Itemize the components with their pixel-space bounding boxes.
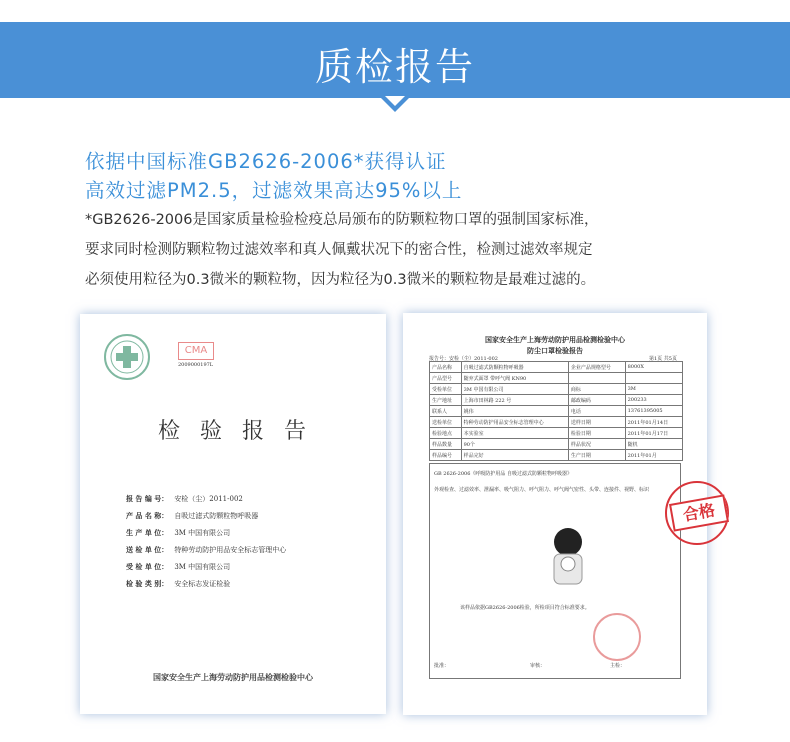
table-cell: 上海市田林路 222 号 (461, 395, 568, 406)
table-cell: 企业产品规格型号 (568, 362, 625, 373)
table-cell: 特种劳动防护用品安全标志管理中心 (461, 417, 568, 428)
report-number: 报告号：安检（尘）2011-002 (429, 356, 498, 362)
cover-field-submitter: 送 检 单 位： 特种劳动防护用品安全标志管理中心 (126, 545, 287, 554)
report-page: 第1页 共5页 (649, 356, 677, 362)
table-cell: 样品完好 (461, 450, 568, 461)
report-cover-document (80, 314, 386, 714)
table-cell: 邮政编码 (568, 395, 625, 406)
table-cell: 随机 (625, 439, 682, 450)
table-cell (625, 373, 682, 384)
title-banner (0, 22, 790, 98)
qualified-stamp (665, 481, 729, 545)
paragraph-line-3: 必须使用粒径为0.3微米的颗粒物，因为粒径为0.3微米的颗粒物是最难过滤的。 (85, 272, 596, 288)
table-row (430, 439, 683, 450)
paragraph-line-2: 要求同时检测防颗粒物过滤效率和真人佩戴状况下的密合性，检测过滤效率规定 (85, 242, 593, 258)
table-cell: 样品状况 (568, 439, 625, 450)
table-cell: 产品型号 (430, 373, 462, 384)
approve-label: 批准： (434, 663, 450, 669)
table-cell: 2011年01月14日 (625, 417, 682, 428)
table-cell: 2011年01月 (625, 450, 682, 461)
tester-label: 主检： (610, 663, 626, 669)
cma-mark: CMA (178, 342, 214, 360)
table-cell: 受检单位 (430, 384, 462, 395)
table-cell: 自吸过滤式防颗粒物呼吸器 (461, 362, 568, 373)
table-cell: 2011年01月17日 (625, 428, 682, 439)
table-row (430, 450, 683, 461)
headline-line-2: 高效过滤PM2.5，过滤效果高达95%以上 (85, 179, 463, 202)
table-cell: 8000X (625, 362, 682, 373)
safety-emblem-icon (102, 332, 152, 382)
table-row (430, 373, 683, 384)
cover-field-category: 检 验 类 别： 安全标志发证检验 (126, 579, 231, 588)
table-cell: 姚伟 (461, 406, 568, 417)
report-org: 国家安全生产上海劳动防护用品检测检验中心 (485, 335, 625, 344)
cover-field-inspected: 受 检 单 位： 3M 中国有限公司 (126, 562, 231, 571)
table-cell: 生产地址 (430, 395, 462, 406)
review-label: 审核： (530, 663, 546, 669)
table-cell: 电话 (568, 406, 625, 417)
standard-text: GB 2626-2006《呼吸防护用品 自吸过滤式防颗粒物呼吸器》 (434, 471, 572, 477)
official-seal-icon (593, 613, 641, 661)
cover-field-product: 产 品 名 称： 自吸过滤式防颗粒物呼吸器 (126, 511, 259, 520)
qualified-stamp-text: 合格 (669, 494, 729, 531)
table-cell: 3M (625, 384, 682, 395)
table-row (430, 428, 683, 439)
table-cell: 送检单位 (430, 417, 462, 428)
report-title: 防尘口罩检验报告 (527, 346, 583, 355)
table-row (430, 417, 683, 428)
inspection-report-document (403, 313, 717, 715)
respirator-photo-icon (548, 524, 588, 588)
paragraph-line-1: *GB2626-2006是国家质量检验检疫总局颁布的防颗粒物口罩的强制国家标准， (85, 212, 599, 228)
headline-line-1: 依据中国标准GB2626-2006*获得认证 (85, 150, 447, 173)
cma-number: 2009000197L (178, 362, 214, 368)
table-cell: 13761395005 (625, 406, 682, 417)
table-cell: 样品编号 (430, 450, 462, 461)
conclusion-text: 该样品依据GB2626-2006检验，所检项目符合标准要求。 (460, 605, 590, 611)
banner-title: 质检报告 (314, 45, 475, 89)
results-box (429, 463, 681, 679)
table-cell (568, 373, 625, 384)
table-cell: 检验日期 (568, 428, 625, 439)
table-cell: 随弃式面罩 带呼气阀 KN90 (461, 373, 568, 384)
cover-field-manufacturer: 生 产 单 位： 3M 中国有限公司 (126, 528, 231, 537)
banner-pointer-inner (385, 96, 405, 106)
description-paragraph (85, 205, 725, 295)
table-cell: 3M 中国有限公司 (461, 384, 568, 395)
table-cell: 产品名称 (430, 362, 462, 373)
table-cell: 样品数量 (430, 439, 462, 450)
table-cell: 本实验室 (461, 428, 568, 439)
table-row (430, 395, 683, 406)
table-cell: 检验地点 (430, 428, 462, 439)
table-row (430, 384, 683, 395)
table-row (430, 362, 683, 373)
cover-footer-org: 国家安全生产上海劳动防护用品检测检验中心 (153, 672, 313, 682)
info-table (429, 361, 683, 461)
items-text: 外观检查、过滤效率、泄漏率、吸气阻力、呼气阻力、呼气阀气密性、头带、连接件、视野、标识 (434, 487, 650, 493)
table-row (430, 406, 683, 417)
table-cell: 联系人 (430, 406, 462, 417)
cover-title: 检 验 报 告 (158, 419, 308, 444)
table-cell: 90个 (461, 439, 568, 450)
cover-field-report-no: 报 告 编 号： 安检（尘）2011-002 (126, 494, 243, 503)
table-cell: 200233 (625, 395, 682, 406)
table-cell: 送样日期 (568, 417, 625, 428)
table-cell: 生产日期 (568, 450, 625, 461)
table-cell: 商标 (568, 384, 625, 395)
